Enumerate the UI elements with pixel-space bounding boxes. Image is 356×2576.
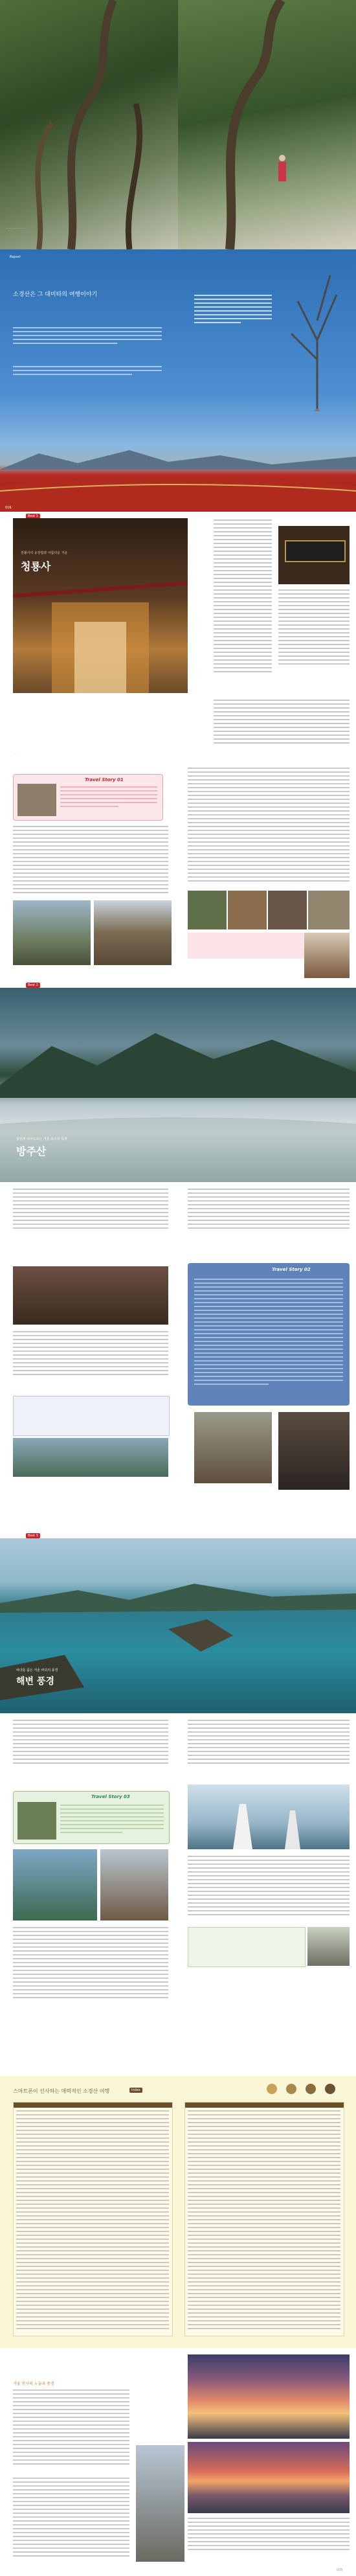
travel-story-box-2 [188, 1263, 350, 1406]
temple-photo-2 [94, 900, 172, 965]
pagoda-photo [13, 1849, 97, 1921]
body-text-col3 [214, 700, 350, 751]
body-text-right [188, 2518, 350, 2557]
photo-caption: · · · · · · · · · · · · [6, 227, 26, 230]
temple-hall-photo [100, 1849, 168, 1921]
body-text-left [13, 2389, 129, 2467]
index-table-left [13, 2102, 173, 2336]
tree-trunks-icon [0, 0, 178, 249]
section-tag-best3: Best 3 [26, 1533, 40, 1538]
bare-tree-icon [272, 262, 350, 411]
strip-photo-1 [188, 891, 227, 929]
travel-story-text [60, 1805, 164, 1840]
strip-photo-3 [268, 891, 307, 929]
house-photo [194, 1412, 272, 1483]
index-table-right [184, 2102, 344, 2336]
rock-tree-photo [13, 900, 91, 965]
decoration-icon [259, 2079, 350, 2099]
index-badge: Index [129, 2088, 142, 2093]
temple-interior-icon [13, 518, 188, 693]
body-text-right [188, 1720, 350, 1772]
lake-panorama-photo [0, 988, 356, 1182]
section-tag-best1: Best 1 [26, 514, 40, 519]
section-tag-best2: Best 2 [26, 983, 40, 988]
travel-story-title: Travel Story 01 [85, 777, 124, 782]
coast-panorama-photo [0, 1538, 356, 1713]
temple-signboard-photo [278, 526, 350, 584]
temple-gate-photo [13, 518, 188, 693]
body-text-left [13, 1189, 168, 1234]
section-tag: Report [10, 255, 21, 259]
spread-travel-story-2 [0, 1240, 356, 1532]
spread-lake [0, 981, 356, 1240]
body-text-mid [13, 2478, 129, 2562]
body-text-right [188, 768, 350, 884]
body-text-col1 [214, 519, 272, 694]
sunset-sea-photo [188, 2442, 350, 2513]
body-text-left [13, 1720, 168, 1772]
body-text-col2 [278, 589, 350, 693]
spread-title: 방주산 [16, 1145, 47, 1157]
spread-travel-story-1 [0, 761, 356, 981]
spread-title-small: 천불사의 웅장함과 아름다운 기운 [21, 551, 68, 555]
travel-story-box-1 [13, 774, 163, 821]
travel-story-title: Travel Story 03 [91, 1794, 130, 1799]
statue-icon [188, 1784, 350, 1849]
page-number-right: 035 [337, 2568, 343, 2572]
bird-photo [307, 1927, 350, 1966]
spread-title-small: 물안개 피어오르는 겨울 호수의 풍경 [16, 1137, 67, 1141]
dock-photo [13, 1438, 168, 1477]
spread-travel-story-3 [0, 1778, 356, 2076]
travel-story-photo [17, 784, 56, 816]
spread-sky [0, 249, 356, 512]
green-info-box [188, 1927, 306, 1967]
intro-text-left-2 [13, 366, 162, 405]
strip-photo-2 [228, 891, 267, 929]
spread-title: 해변 풍경 [16, 1676, 54, 1687]
index-title: 스마트폰이 선사하는 매력적인 소경산 여행 [13, 2088, 110, 2094]
travel-story-text [60, 786, 157, 816]
temple-roof-icon [0, 473, 356, 512]
spread-sunset [0, 2348, 356, 2576]
blue-info-box [13, 1396, 170, 1436]
spread-index [0, 2076, 356, 2348]
island-silhouette-icon [0, 444, 356, 470]
body-text-right [188, 1189, 350, 1234]
body-text-left [13, 1927, 168, 2005]
travel-story-photo [17, 1802, 56, 1840]
table-header [14, 2103, 172, 2108]
travel-story-title: Travel Story 02 [272, 1267, 311, 1272]
spread-title-small: 바다를 품은 겨울 바다의 풍경 [16, 1669, 58, 1672]
body-text-left [13, 826, 168, 897]
spread-headline: 소경산은 그 대미타의 여행이야기 [13, 291, 98, 298]
woman-photo [278, 1412, 350, 1490]
body-text-left [13, 1331, 168, 1383]
spread-cheongryongsa [0, 512, 356, 761]
forest-photo-right [178, 0, 356, 249]
sunset-title: 겨울 산사의 노을과 풍경 [13, 2382, 54, 2386]
body-text-right [188, 1856, 350, 1921]
page-number-left: 016 [5, 506, 12, 510]
rock-formation-photo [136, 2445, 184, 2562]
hiker-icon [178, 0, 356, 249]
spread-sea [0, 1532, 356, 1778]
statue-seaside-photo [188, 1784, 350, 1849]
sunset-sky-photo [188, 2354, 350, 2439]
monk-photo [304, 933, 350, 978]
strip-photo-4 [308, 891, 350, 929]
table-header [185, 2103, 344, 2108]
spread-forest [0, 0, 356, 249]
travel-story-text [194, 1279, 343, 1402]
table-rows [16, 2110, 169, 2334]
intro-text-right [194, 295, 272, 372]
mountain-lake-icon [0, 988, 356, 1182]
spread-title: 청룡사 [21, 560, 51, 573]
forest-photo-left [0, 0, 178, 249]
travel-story-box-3 [13, 1791, 170, 1844]
page-number: · · [13, 753, 16, 757]
cafe-interior-photo [13, 1266, 168, 1325]
table-rows [188, 2110, 340, 2334]
